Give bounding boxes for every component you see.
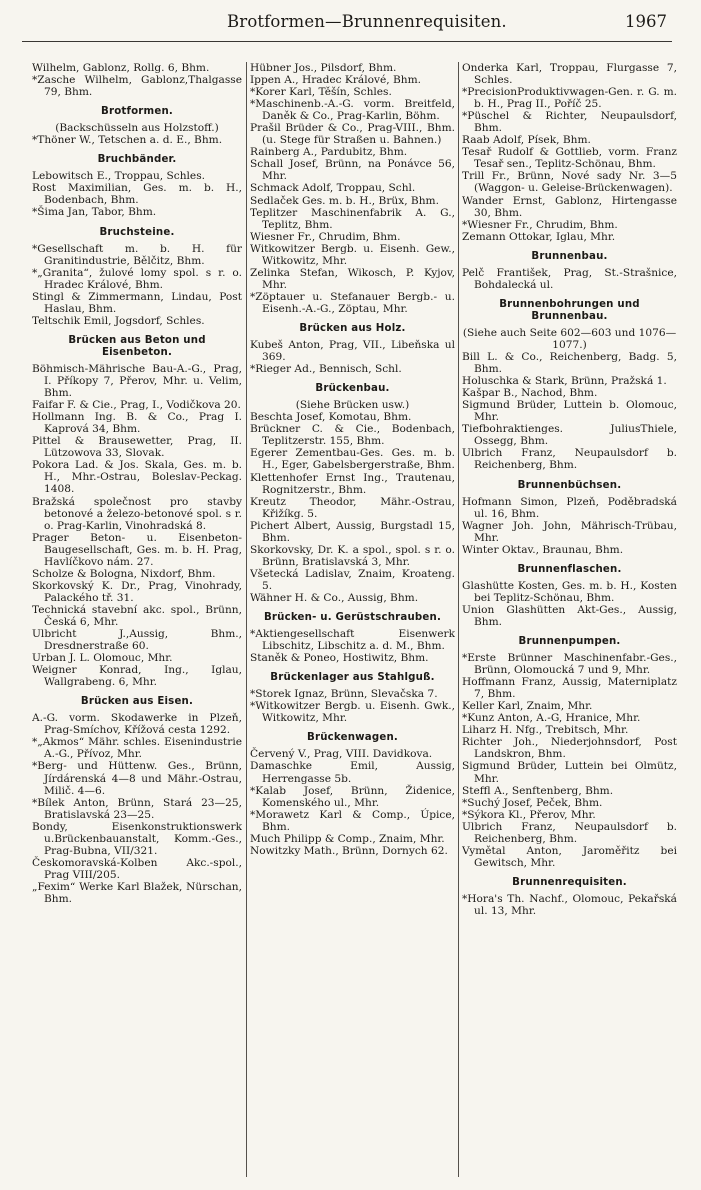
section-note: (Siehe auch Seite 602—603 und 1076—1077.) (462, 326, 677, 351)
directory-entry: *Hora's Th. Nachf., Olomouc, Pekařská ul. 13, Mhr. (462, 892, 677, 917)
directory-entry: Vymětal Anton, Jaroměřitz bei Gewitsch, Mhr. (462, 844, 677, 869)
section-heading: Brückenlager aus Stahlguß. (270, 672, 435, 684)
directory-entry: *Zöptauer u. Stefanauer Bergb.- u. Eisenh.-A.-G., Zöptau, Mhr. (250, 290, 455, 315)
directory-entry: *Kalab Josef, Brünn, Židenice, Komenského ul., Mhr. (250, 784, 455, 809)
directory-entry: Sigmund Brüder, Luttein bei Olmütz, Mhr. (462, 760, 677, 785)
directory-entry: Ippen A., Hradec Králové, Bhm. (250, 74, 422, 87)
directory-entry: Faifar F. & Cie., Prag, I., Vodičkova 20. (32, 399, 241, 412)
directory-entry: *Püschel & Richter, Neupaulsdorf, Bhm. (462, 110, 677, 135)
directory-entry: *Morawetz Karl & Comp., Úpice, Bhm. (250, 808, 455, 833)
directory-entry: Glashütte Kosten, Ges. m. b. H., Kosten bei Teplitz-Schönau, Bhm. (462, 579, 677, 604)
directory-entry: Egerer Zementbau-Ges. Ges. m. b. H., Eger, Gabelsbergerstraße, Bhm. (250, 447, 455, 472)
directory-entry: *Bílek Anton, Brünn, Stará 23—25, Bratislavská 23—25. (32, 796, 242, 821)
section-note: (Backschüsseln aus Holzstoff.) (55, 122, 219, 135)
directory-entry: *Zasche Wilhelm, Gablonz,Thalgasse 79, Bhm. (32, 74, 242, 99)
directory-entry: Weigner Konrad, Ing., Iglau, Wallgrabeng. 6, Mhr. (32, 664, 242, 689)
directory-entry: Scholze & Bologna, Nixdorf, Bhm. (32, 567, 216, 580)
section-note: (Siehe Brücken usw.) (295, 399, 410, 412)
directory-entry: Onderka Karl, Troppau, Flurgasse 7, Schles. (462, 62, 677, 87)
directory-entry: *Sýkora Kl., Přerov, Mhr. (462, 808, 596, 821)
section-heading: Brücken aus Beton und Eisenbeton. (68, 334, 206, 358)
directory-entry: Hoffmann Franz, Aussig, Materniplatz 7, Bhm. (462, 676, 677, 701)
section-heading: Brunnenbau. (531, 250, 608, 262)
directory-entry: Teplitzer Maschinenfabrik A. G., Teplitz, Bhm. (250, 206, 455, 231)
column-1 (32, 62, 242, 1182)
directory-entry: Trill Fr., Brünn, Nové sady Nr. 3—5 (Waggon- u. Geleise-Brückenwagen). (462, 170, 677, 195)
directory-entry: Sedlaček Ges. m. b. H., Brüx, Bhm. (250, 194, 439, 207)
directory-entry: Steffl A., Senftenberg, Bhm. (462, 784, 614, 797)
section-heading: Brotformen. (101, 106, 173, 118)
directory-entry: *Aktiengesellschaft Eisenwerk Libschitz, Libschitz a. d. M., Bhm. (250, 628, 455, 653)
directory-entry: Schmack Adolf, Troppau, Schl. (250, 182, 416, 195)
directory-entry: Pittel & Brausewetter, Prag, II. Lützowova 33, Slovak. (32, 435, 242, 460)
page-header (0, 12, 701, 38)
directory-entry: Rost Maximilian, Ges. m. b. H., Bodenbach, Bhm. (32, 182, 242, 207)
directory-entry: Bražská společnost pro stavby betonové a železo-betonové spol. s r. o. Prag-Karlin, Vinohradská 8. (32, 495, 242, 532)
directory-entry: Union Glashütten Akt-Ges., Aussig, Bhm. (462, 603, 677, 628)
directory-entry: Witkowitzer Bergb. u. Eisenh. Gew., Witkowitz, Mhr. (250, 242, 455, 267)
directory-entry: Ulbricht J.,Aussig, Bhm., Dresdnerstraße 60. (32, 628, 242, 653)
directory-entry: Tesař Rudolf & Gottlieb, vorm. Franz Tesař sen., Teplitz-Schönau, Bhm. (462, 146, 677, 171)
directory-entry: Wiesner Fr., Chrudim, Bhm. (250, 230, 401, 243)
directory-entry: Liharz H. Nfg., Trebitsch, Mhr. (462, 724, 629, 737)
directory-entry: *Berg- und Hüttenw. Ges., Brünn, Jírdárenská 4—8 und Mähr.-Ostrau, Milič. 4—6. (32, 760, 242, 797)
directory-entry: Winter Oktav., Braunau, Bhm. (462, 543, 624, 556)
directory-entry: Wander Ernst, Gablonz, Hirtengasse 30, Bhm. (462, 194, 677, 219)
directory-entry: Českomoravská-Kolben Akc.-spol., Prag VIII/205. (32, 856, 242, 881)
directory-entry: Rainberg A., Pardubitz, Bhm. (250, 146, 408, 159)
directory-entry: *Storek Ignaz, Brünn, Slevačska 7. (250, 688, 438, 701)
directory-entry: Teltschik Emil, Jogsdorf, Schles. (32, 314, 205, 327)
directory-entry: *Erste Brünner Maschinenfabr.-Ges., Brünn, Olomoucká 7 und 9, Mhr. (462, 652, 677, 677)
section-heading: Brückenbau. (315, 383, 390, 395)
directory-entry: Skorkovský K. Dr., Prag, Vinohrady, Palackého tř. 31. (32, 579, 242, 604)
directory-entry: „Fexim“ Werke Karl Blažek, Nürschan, Bhm. (32, 880, 242, 905)
directory-entry: Bill L. & Co., Reichenberg, Badg. 5, Bhm. (462, 351, 677, 376)
directory-entry: Stingl & Zimmermann, Lindau, Post Haslau, Bhm. (32, 290, 242, 315)
section-heading: Brunnenflaschen. (517, 563, 622, 575)
directory-entry: *Korer Karl, Těšín, Schles. (250, 86, 392, 99)
directory-entry: Zelinka Stefan, Wikosch, P. Kyjov, Mhr. (250, 266, 455, 291)
directory-entry: *Kunz Anton, A.-G, Hranice, Mhr. (462, 712, 641, 725)
section-heading: Brückenwagen. (307, 732, 398, 744)
directory-entry: Skorkovsky, Dr. K. a spol., spol. s r. o. Brünn, Bratislavská 3, Mhr. (250, 543, 455, 568)
directory-entry: *Witkowitzer Bergb. u. Eisenh. Gwk., Witkowitz, Mhr. (250, 700, 455, 725)
directory-entry: Brückner C. & Cie., Bodenbach, Teplitzerstr. 155, Bhm. (250, 423, 455, 448)
directory-entry: Lebowitsch E., Troppau, Schles. (32, 170, 205, 183)
directory-entry: Kašpar B., Nachod, Bhm. (462, 387, 598, 400)
directory-entry: Holuschka & Stark, Brünn, Pražská 1. (462, 375, 667, 388)
directory-entry: Much Philipp & Comp., Znaim, Mhr. (250, 832, 445, 845)
directory-entry: Nowitzky Math., Brünn, Dornych 62. (250, 844, 448, 857)
directory-entry: *Šima Jan, Tabor, Bhm. (32, 206, 157, 219)
directory-entry: Richter Joh., Niederjohnsdorf, Post Landskron, Bhm. (462, 736, 677, 761)
directory-entry: *PrecisionProduktivwagen-Gen. r. G. m. b. H., Prag II., Poříč 25. (462, 86, 677, 111)
directory-entry: Böhmisch-Mährische Bau-A.-G., Prag, I. Příkopy 7, Přerov, Mhr. u. Velim, Bhm. (32, 362, 242, 400)
directory-entry: *„Akmos“ Mähr. schles. Eisenindustrie A.-G., Přívoz, Mhr. (32, 736, 242, 761)
directory-entry: Damaschke Emil, Aussig, Herrengasse 5b. (250, 760, 455, 785)
directory-entry: Technická stavební akc. spol., Brünn, Česká 6, Mhr. (32, 603, 242, 628)
section-heading: Brücken aus Eisen. (80, 696, 194, 708)
directory-entry: Wilhelm, Gablonz, Rollg. 6, Bhm. (32, 62, 210, 74)
directory-entry: Ulbrich Franz, Neupaulsdorf b. Reichenberg, Bhm. (462, 820, 677, 845)
section-heading: Brücken aus Holz. (299, 322, 406, 334)
section-heading: Bruchbänder. (97, 154, 177, 166)
directory-entry: *Suchý Josef, Peček, Bhm. (462, 796, 603, 809)
directory-entry: Klettenhofer Ernst Ing., Trautenau, Rognitzerstr., Bhm. (250, 471, 455, 496)
directory-entry: Pelč František, Prag, St.-Strašnice, Bohdalecká ul. (462, 266, 677, 291)
directory-entry: Staněk & Poneo, Hostiwitz, Bhm. (250, 652, 429, 665)
directory-entry: Schall Josef, Brünn, na Ponávce 56, Mhr. (250, 158, 455, 183)
running-title: Brotformen—Brunnenrequisiten. (227, 12, 507, 31)
directory-entry: Keller Karl, Znaim, Mhr. (462, 700, 593, 713)
directory-entry: A.-G. vorm. Skodawerke in Plzeň, Prag-Smíchov, Křížová cesta 1292. (32, 712, 242, 737)
section-heading: Brunnenbüchsen. (517, 479, 622, 491)
directory-entry: Sigmund Brüder, Luttein b. Olomouc, Mhr. (462, 399, 677, 424)
directory-entry: Urban J. L. Olomouc, Mhr. (32, 652, 173, 665)
directory-entry: Ulbrich Franz, Neupaulsdorf b. Reichenberg, Bhm. (462, 447, 677, 472)
directory-entry: Raab Adolf, Písek, Bhm. (462, 134, 591, 147)
directory-entry: Prašil Brüder & Co., Prag-VIII., Bhm. (u. Stege für Straßen u. Bahnen.) (250, 122, 455, 147)
directory-entry: *Wiesner Fr., Chrudim, Bhm. (462, 218, 618, 231)
directory-entry: Hofmann Simon, Plzeň, Poděbradská ul. 16, Bhm. (462, 495, 677, 520)
section-heading: Brunnenrequisiten. (512, 876, 627, 888)
directory-entry: Zemann Ottokar, Iglau, Mhr. (462, 230, 616, 243)
directory-entry: Bondy, Eisenkonstruktionswerk u.Brückenbauanstalt, Komm.-Ges., Prag-Bubna, VII/321. (32, 820, 242, 857)
directory-entry: Kubeš Anton, Prag, VII., Libeňska ul 369. (250, 339, 455, 364)
directory-entry: Všetecká Ladislav, Znaim, Kroateng. 5. (250, 567, 455, 592)
column-divider (458, 62, 459, 1177)
directory-entry: *Thöner W., Tetschen a. d. E., Bhm. (32, 134, 223, 147)
directory-entry: Prager Beton- u. Eisenbeton-Baugesellschaft, Ges. m. b. H. Prag, Havlíčkovo nám. 27. (32, 531, 242, 568)
header-rule (22, 41, 672, 42)
section-heading: Brücken- u. Gerüstschrauben. (263, 612, 442, 624)
section-heading: Brunnenbohrungen und Brunnenbau. (499, 298, 640, 322)
directory-entry: Pichert Albert, Aussig, Burgstadl 15, Bhm. (250, 519, 455, 544)
directory-entry: Hübner Jos., Pilsdorf, Bhm. (250, 62, 397, 74)
section-heading: Bruchsteine. (99, 226, 175, 238)
directory-entry: Wagner Joh. John, Mährisch-Trübau, Mhr. (462, 519, 677, 544)
directory-entry: *Maschinenb.-A.-G. vorm. Breitfeld, Daněk & Co., Prag-Karlin, Böhm. (250, 98, 455, 123)
page-number: 1967 (625, 12, 667, 31)
section-heading: Brunnenpumpen. (518, 636, 621, 648)
column-3 (462, 62, 677, 1182)
directory-entry: Kreutz Theodor, Mähr.-Ostrau, Křižíkg. 5. (250, 495, 455, 520)
column-divider (246, 62, 247, 1177)
directory-entry: Červený V., Prag, VIII. Davidkova. (250, 748, 433, 761)
directory-entry: Beschta Josef, Komotau, Bhm. (250, 411, 412, 424)
column-2 (250, 62, 455, 1182)
directory-entry: *Rieger Ad., Bennisch, Schl. (250, 363, 402, 376)
directory-entry: Tiefbohraktienges. JuliusThiele, Ossegg, Bhm. (462, 423, 677, 448)
directory-entry: Pokora Lad. & Jos. Skala, Ges. m. b. H., Mhr.-Ostrau, Boleslav-Peckag. 1408. (32, 459, 242, 496)
directory-entry: *Gesellschaft m. b. H. für Granitindustrie, Bělčitz, Bhm. (32, 242, 242, 267)
directory-entry: *„Granita“, žulové lomy spol. s r. o. Hradec Králové, Bhm. (32, 266, 242, 291)
directory-entry: Hollmann Ing. B. & Co., Prag I. Kaprová 34, Bhm. (32, 411, 242, 436)
directory-entry: Wähner H. & Co., Aussig, Bhm. (250, 591, 419, 604)
